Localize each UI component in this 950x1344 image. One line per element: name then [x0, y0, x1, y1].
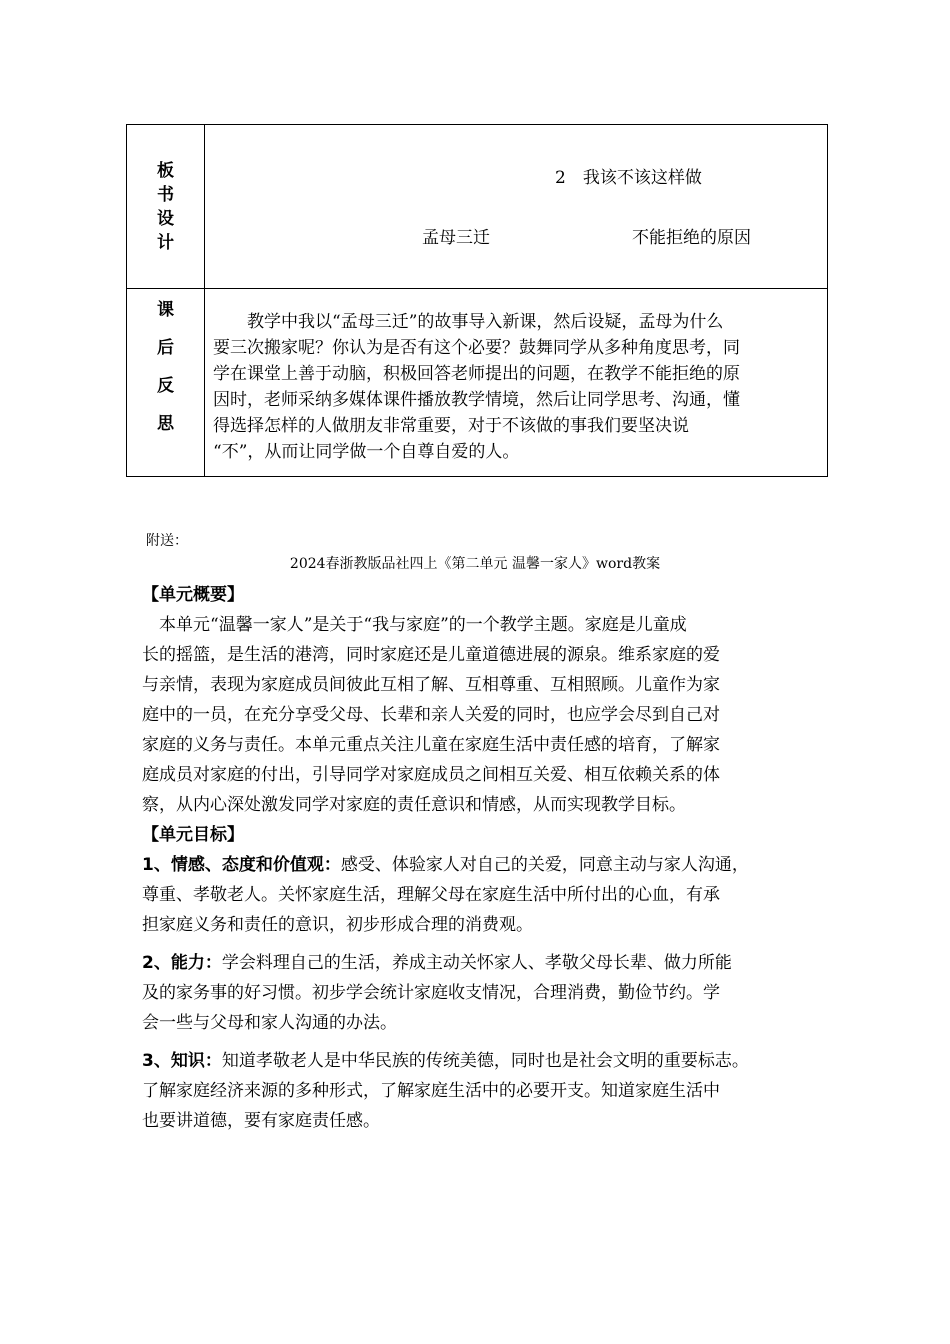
unit-content: 【单元概要】 本单元“温馨一家人”是关于“我与家庭”的一个教学主题。家庭是儿童成 长的摇篮，是生活的港湾，同时家庭还是儿童道德进展的源泉。维系家庭的爱 与亲情，表现为家庭成员间彼此互相了解、互相尊重、互相照顾。儿童作为家 庭中的一员，在充分享受父母、长辈和亲人关爱的同时，也应学会尽到自己对 家庭的义务与责任。本单元重点关注儿童在家庭生活中责任感的培育，了解家 庭成员对家庭的付出，引导同学对家庭成员之间相互关爱、相互依赖关系的体 察，从内心深处激发同学对家庭的责任意识和情感，从而实现教学目标。 【单元目标】 1、情感、态度和价值观：感受、体验家人对自己的关爱，同意主动与家人沟通， 尊重、孝敬老人。关怀家庭生活，理解父母在家庭生活中所付出的心血，有承 担家庭义务和责任的意识，初步形成合理的消费观。 2、能力：学会料理自己的生活，养成主动关怀家人、孝敬父母长辈、做力所能 及的家务事的好习惯。初步学会统计家庭收支情况，合理消费，勤俭节约。学 会一些与父母和家人沟通的办法。 3、知识：知道孝敬老人是中华民族的传统美德，同时也是社会文明的重要标志。 了解家庭经济来源的多种形式，了解家庭生活中的必要开支。知道家庭生活中 也要讲道德，要有家庭责任感。 [142, 580, 832, 1136]
board-item-right: 不能拒绝的原因 [632, 228, 751, 248]
reflection-row [127, 289, 827, 477]
board-design-row [127, 125, 827, 289]
lesson-table [126, 124, 828, 477]
overview-heading: 【单元概要】 [142, 585, 244, 605]
goal-1: 1、情感、态度和价值观：感受、体验家人对自己的关爱，同意主动与家人沟通， [142, 855, 749, 875]
reflection-label: 课 后 反 思 [157, 300, 174, 434]
reflection-text: 教学中我以“孟母三迁”的故事导入新课，然后设疑，孟母为什么 要三次搬家呢？你认为是否有这个必要？鼓舞同学从多种角度思考，同 学在课堂上善于动脑，积极回答老师提出的问题，在教学不能拒绝的原 因时，老师采纳多媒体课件播放教学情境，然后让同学思考、沟通，懂 得选择怎样的人做朋友非常重要，对于不该做的事我们要坚决说 “不”，从而让同学做一个自尊自爱的人。 [213, 312, 740, 462]
appendix-note: 附送： [146, 533, 188, 549]
document-title: 2024春浙教版品社四上《第二单元 温馨一家人》word教案 [289, 556, 661, 572]
board-design-label: 板 书 设 计 [157, 161, 174, 253]
goal-2: 2、能力：学会料理自己的生活，养成主动关怀家人、孝敬父母长辈、做力所能 [142, 953, 732, 973]
goal-3: 3、知识：知道孝敬老人是中华民族的传统美德，同时也是社会文明的重要标志。 [142, 1051, 749, 1071]
goals-heading: 【单元目标】 [142, 825, 244, 845]
board-title: 2 我该不该这样做 [555, 168, 702, 188]
board-item-left: 孟母三迁 [422, 228, 490, 248]
